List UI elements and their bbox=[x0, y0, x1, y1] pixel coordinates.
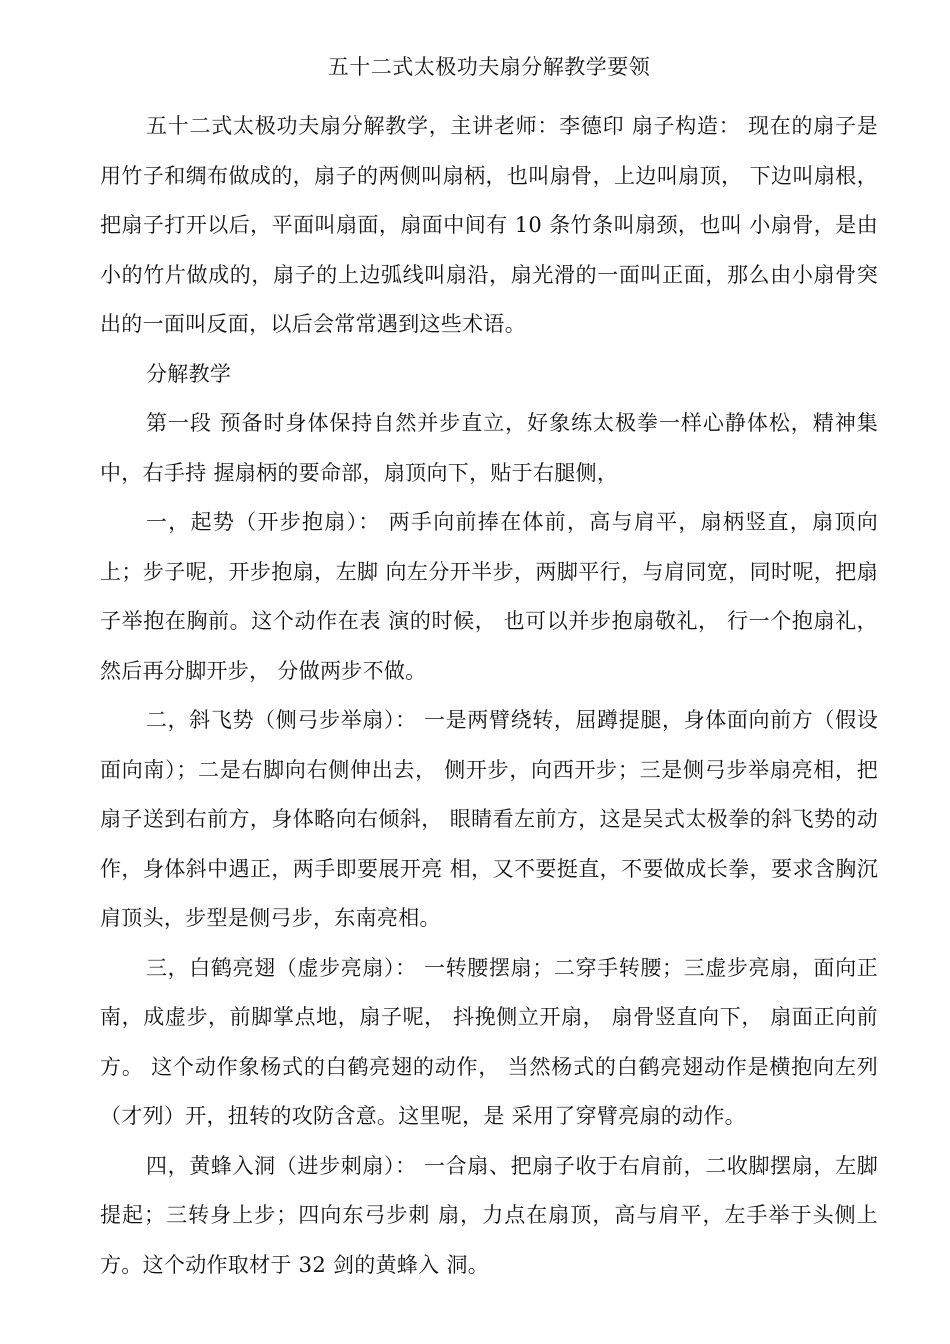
section-heading-breakdown: 分解教学 bbox=[146, 361, 232, 386]
paragraph-fan-structure: 五十二式太极功夫扇分解教学，主讲老师：李德印 扇子构造： 现在的扇子是用竹子和绸布做成的，扇子的两侧叫扇柄，也叫扇骨，上边叫扇顶， 下边叫扇根，把扇子打开以后，平面叫扇面，扇面中间有 10 条竹条叫扇颈，也叫 小扇骨，是由小的竹片做成的，扇子的上边弧线叫扇沿，扇光滑的一面叫正面，那么由小扇骨突出的一面叫反面，以后会常常遇到这些术语。 bbox=[100, 114, 878, 336]
document-title: 五十二式太极功夫扇分解教学要领 bbox=[327, 55, 651, 79]
paragraph-move-1-commencing: 一，起势（开步抱扇）： 两手向前捧在体前，高与肩平，扇柄竖直，扇顶向上；步子呢，开步抱扇，左脚 向左分开半步，两脚平行，与肩同宽，同时呢，把扇子举抱在胸前。这个动作在表 演的时候， 也可以并步抱扇敬礼， 行一个抱扇礼， 然后再分脚开步， 分做两步不做。 bbox=[100, 510, 878, 683]
document-page bbox=[100, 52, 878, 1290]
paragraph-move-2-diagonal-flying: 二，斜飞势（侧弓步举扇）： 一是两臂绕转，屈蹲提腿，身体面向前方（假设面向南）；二是右脚向右侧伸出去， 侧开步，向西开步；三是侧弓步举扇亮相，把扇子送到右前方，身体略向右倾斜， 眼睛看左前方，这是吴式太极拳的斜飞势的动作，身体斜中遇正，两手即要展开亮 相，又不要挺直，不要做成长拳，要求含胸沉肩顶头，步型是侧弓步，东南亮相。 bbox=[100, 708, 878, 930]
paragraph-first-section-preparation: 第一段 预备时身体保持自然并步直立，好象练太极拳一样心静体松，精神集中，右手持 握扇柄的要命部，扇顶向下，贴于右腿侧， bbox=[100, 411, 878, 485]
paragraph-move-3-white-crane: 三，白鹤亮翅（虚步亮扇）： 一转腰摆扇；二穿手转腰；三虚步亮扇，面向正南，成虚步，前脚掌点地，扇子呢， 抖挽侧立开扇， 扇骨竖直向下， 扇面正向前方。 这个动作象杨式的白鹤亮翅的动作， 当然杨式的白鹤亮翅动作是横抱向左列（才列）开，扭转的攻防含意。这里呢，是 采用了穿臂亮扇的动作。 bbox=[100, 955, 878, 1128]
paragraph-move-4-yellow-bee: 四，黄蜂入洞（进步刺扇）： 一合扇、把扇子收于右肩前，二收脚摆扇，左脚提起；三转身上步；四向东弓步刺 扇，力点在扇顶，高与肩平，左手举于头侧上方。这个动作取材于 32 剑的黄蜂入 洞。 bbox=[100, 1153, 878, 1277]
